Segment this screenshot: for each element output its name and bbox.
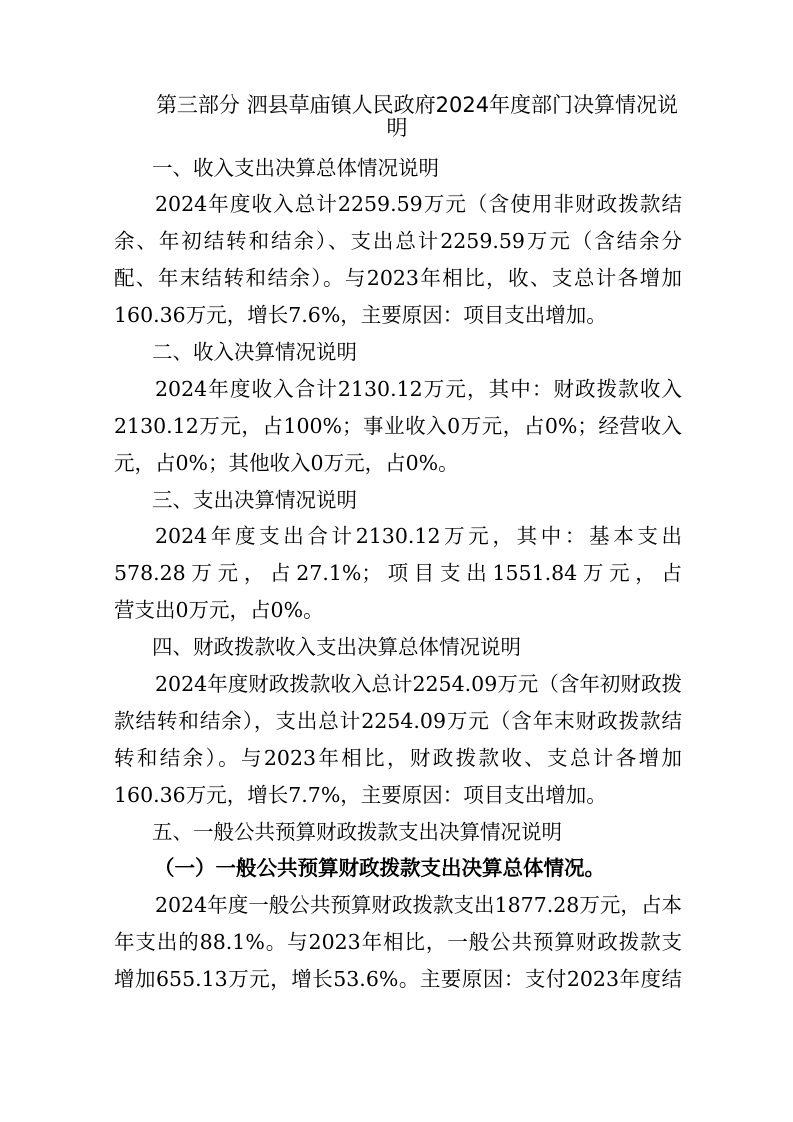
section-heading-4: 四、财政拨款收入支出决算总体情况说明 bbox=[152, 635, 521, 660]
paragraph-line: 余、年初结转和结余）、支出总计2259.59万元（含结余分 bbox=[114, 229, 682, 254]
paragraph-line: 2024年度收入合计2130.12万元，其中：财政拨款收入 bbox=[155, 376, 682, 401]
paragraph-line: 转和结余）。与2023年相比，财政拨款收、支总计各增加 bbox=[114, 745, 682, 770]
paragraph-line: 营支出0万元，占0%。 bbox=[114, 598, 324, 623]
paragraph-line: 160.36万元，增长7.6%，主要原因：项目支出增加。 bbox=[114, 303, 607, 328]
paragraph-line: 2024年度支出合计2130.12万元，其中：基本支出 bbox=[155, 524, 682, 549]
paragraph-line: 元，占0%；其他收入0万元，占0%。 bbox=[114, 450, 459, 475]
document-title bbox=[114, 94, 680, 140]
paragraph-line: 配、年末结转和结余）。与2023年相比，收、支总计各增加 bbox=[114, 266, 682, 291]
document-title-line-1: 第三部分 泗县草庙镇人民政府2024年度部门决算情况说 bbox=[155, 93, 679, 117]
paragraph-line: 2024年度一般公共预算财政拨款支出1877.28万元，占本 bbox=[155, 893, 682, 918]
paragraph-line: 578.28万元，占27.1%；项目支出1551.84万元，占 bbox=[114, 561, 682, 586]
paragraph-line: 160.36万元，增长7.7%，主要原因：项目支出增加。 bbox=[114, 782, 607, 807]
document-title-line-2: 明 bbox=[386, 116, 408, 140]
paragraph-line: 2024年度收入总计2259.59万元（含使用非财政拨款结 bbox=[155, 192, 682, 217]
section-heading-1: 一、收入支出决算总体情况说明 bbox=[152, 155, 439, 180]
paragraph-line: 年支出的88.1%。与2023年相比，一般公共预算财政拨款支 bbox=[114, 930, 682, 955]
paragraph-line: 款结转和结余），支出总计2254.09万元（含年末财政拨款结 bbox=[114, 708, 682, 733]
section-heading-2: 二、收入决算情况说明 bbox=[152, 339, 357, 364]
subsection-heading-5-1: （一）一般公共预算财政拨款支出决算总体情况。 bbox=[154, 856, 605, 881]
section-heading-3: 三、支出决算情况说明 bbox=[152, 487, 357, 512]
document-body bbox=[114, 150, 682, 998]
section-heading-5: 五、一般公共预算财政拨款支出决算情况说明 bbox=[152, 819, 562, 844]
paragraph-line: 2130.12万元，占100%；事业收入0万元，占0%；经营收入 bbox=[114, 413, 682, 438]
paragraph-line: 2024年度财政拨款收入总计2254.09万元（含年初财政拨 bbox=[155, 671, 682, 696]
paragraph-line: 增加655.13万元，增长53.6%。主要原因：支付2023年度结 bbox=[114, 967, 682, 992]
